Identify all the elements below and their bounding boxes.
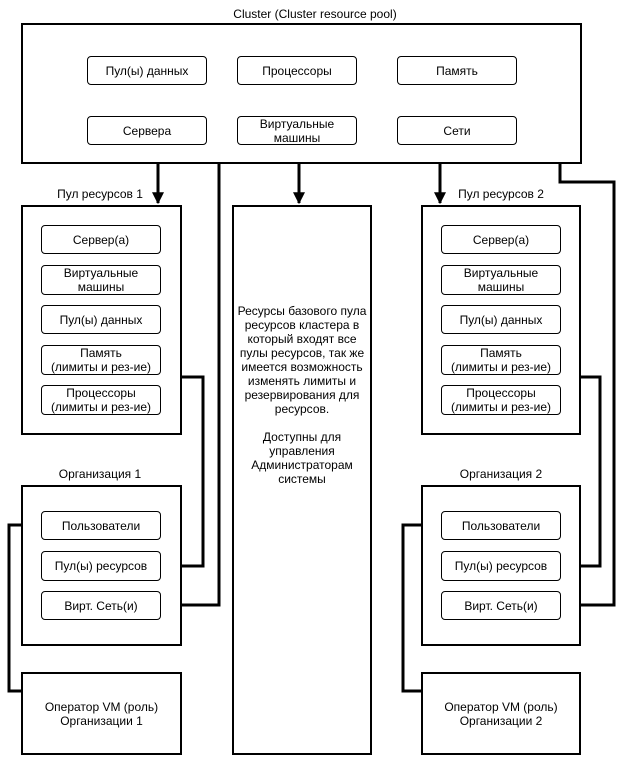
- pool1-title: Пул ресурсов 1: [57, 187, 143, 201]
- cluster-servers: Сервера: [87, 116, 207, 145]
- pool1-servers: Сервер(а): [41, 225, 161, 254]
- cluster-memory: Память: [397, 56, 517, 85]
- pool1-memory: Память (лимиты и рез-ие): [41, 345, 161, 375]
- cluster-datastores: Пул(ы) данных: [87, 56, 207, 85]
- pool1-datastores: Пул(ы) данных: [41, 305, 161, 334]
- pool1-vms: Виртуальные машины: [41, 265, 161, 295]
- pool2-processors: Процессоры (лимиты и рез-ие): [441, 385, 561, 415]
- pool2-title: Пул ресурсов 2: [458, 187, 544, 201]
- cluster-vms: Виртуальные машины: [237, 116, 357, 145]
- pool2-servers: Сервер(а): [441, 225, 561, 254]
- org1-users: Пользователи: [41, 511, 161, 540]
- org2-resource-pools: Пул(ы) ресурсов: [441, 551, 561, 581]
- pool2-datastores: Пул(ы) данных: [441, 305, 561, 334]
- operator2-label: Оператор VM (роль) Организации 2: [444, 699, 558, 728]
- cluster-processors: Процессоры: [237, 56, 357, 85]
- org2-title: Организация 2: [459, 467, 543, 481]
- org1-virtual-networks: Вирт. Сеть(и): [41, 591, 161, 620]
- base-pool-description: Ресурсы базового пула ресурсов кластера в который входят все пулы ресурсов, так же имеется возможность изменять лимиты и резервирования для ресурсов. Доступны для управления Администраторам системы: [237, 304, 367, 486]
- pool1-processors: Процессоры (лимиты и рез-ие): [41, 385, 161, 415]
- org2-virtual-networks: Вирт. Сеть(и): [441, 591, 561, 620]
- org2-users: Пользователи: [441, 511, 561, 540]
- org1-title: Организация 1: [58, 467, 142, 481]
- cluster-title: Cluster (Cluster resource pool): [233, 7, 397, 21]
- cluster-networks: Сети: [397, 116, 517, 145]
- pool2-memory: Память (лимиты и рез-ие): [441, 345, 561, 375]
- pool2-vms: Виртуальные машины: [441, 265, 561, 295]
- org1-resource-pools: Пул(ы) ресурсов: [41, 551, 161, 581]
- operator1-label: Оператор VM (роль) Организации 1: [44, 699, 159, 728]
